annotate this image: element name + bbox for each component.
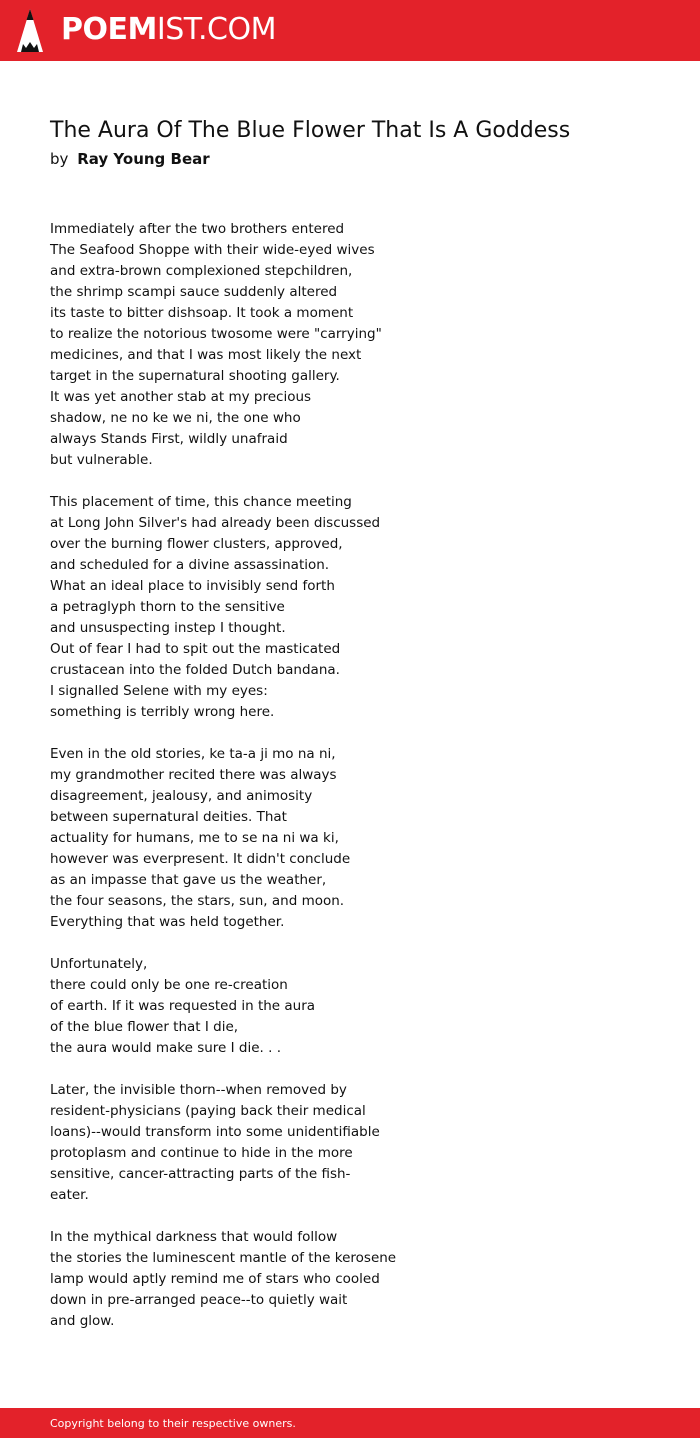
- site-footer: [0, 1408, 700, 1438]
- poem-line: and glow.: [50, 1313, 115, 1329]
- poem-line: Out of fear I had to spit out the masticated: [50, 641, 341, 657]
- poem-line: at Long John Silver's had already been discussed: [50, 515, 381, 531]
- poem-line: lamp would aptly remind me of stars who cooled: [50, 1271, 380, 1287]
- poem-line: my grandmother recited there was always: [50, 767, 337, 783]
- poem-title: The Aura Of The Blue Flower That Is A Goddess: [50, 118, 571, 143]
- poem-stanza: [50, 219, 650, 471]
- poem-line: the aura would make sure I die. . .: [50, 1040, 282, 1056]
- poem-line: down in pre-arranged peace--to quietly wait: [50, 1292, 348, 1308]
- poem-line: loans)--would transform into some unidentifiable: [50, 1124, 380, 1140]
- poem-stanza: [50, 1080, 650, 1206]
- byline: [50, 149, 210, 169]
- poem-line: as an impasse that gave us the weather,: [50, 872, 327, 888]
- poem-line: its taste to bitter dishsoap. It took a moment: [50, 305, 354, 321]
- poem-line: however was everpresent. It didn't conclude: [50, 851, 351, 867]
- poem-line: crustacean into the folded Dutch bandana.: [50, 662, 340, 678]
- poem-line: a petraglyph thorn to the sensitive: [50, 599, 285, 615]
- poem-line: of earth. If it was requested in the aura: [50, 998, 316, 1014]
- poem-line: between supernatural deities. That: [50, 809, 287, 825]
- logo-light-text: IST.COM: [156, 12, 276, 47]
- poem-stanza: [50, 744, 650, 933]
- poem-line: and extra-brown complexioned stepchildren,: [50, 263, 353, 279]
- poem-line: It was yet another stab at my precious: [50, 389, 312, 405]
- poem-line: Immediately after the two brothers entered: [50, 221, 345, 237]
- poem-line: actuality for humans, me to se na ni wa ki,: [50, 830, 339, 846]
- poem-line: and unsuspecting instep I thought.: [50, 620, 286, 636]
- poem-line: Even in the old stories, ke ta-a ji mo na ni,: [50, 746, 336, 762]
- poem-line: something is terribly wrong here.: [50, 704, 275, 720]
- poem-line: The Seafood Shoppe with their wide-eyed wives: [50, 242, 375, 258]
- pencil-icon[interactable]: [17, 9, 43, 52]
- poem-line: always Stands First, wildly unafraid: [50, 431, 288, 447]
- site-header: [0, 0, 700, 61]
- by-label: by: [50, 150, 69, 168]
- poem-line: protoplasm and continue to hide in the more: [50, 1145, 353, 1161]
- poem-line: to realize the notorious twosome were "carrying": [50, 326, 382, 342]
- poem-line: the stories the luminescent mantle of the kerosene: [50, 1250, 397, 1266]
- poem-line: of the blue flower that I die,: [50, 1019, 239, 1035]
- poem-line: medicines, and that I was most likely the next: [50, 347, 362, 363]
- copyright-text: Copyright belong to their respective owners.: [50, 1417, 296, 1430]
- poem-line: In the mythical darkness that would follow: [50, 1229, 338, 1245]
- poem-line: What an ideal place to invisibly send forth: [50, 578, 335, 594]
- poem-line: eater.: [50, 1187, 89, 1203]
- author-name[interactable]: Ray Young Bear: [77, 150, 210, 168]
- poem-line: shadow, ne no ke we ni, the one who: [50, 410, 301, 426]
- poem-line: sensitive, cancer-attracting parts of the fish-: [50, 1166, 351, 1182]
- poem-line: resident-physicians (paying back their medical: [50, 1103, 366, 1119]
- poem-line: over the burning flower clusters, approved,: [50, 536, 343, 552]
- poem-line: Everything that was held together.: [50, 914, 285, 930]
- poem-stanza: [50, 954, 650, 1059]
- poem-line: Unfortunately,: [50, 956, 148, 972]
- logo-bold-text: POEM: [61, 12, 157, 47]
- poem-body: [50, 219, 650, 1353]
- poem-line: there could only be one re-creation: [50, 977, 288, 993]
- poem-line: target in the supernatural shooting gallery.: [50, 368, 340, 384]
- poem-line: disagreement, jealousy, and animosity: [50, 788, 313, 804]
- site-logo[interactable]: [61, 13, 276, 47]
- poem-line: This placement of time, this chance meeting: [50, 494, 352, 510]
- poem-line: the shrimp scampi sauce suddenly altered: [50, 284, 338, 300]
- poem-line: Later, the invisible thorn--when removed by: [50, 1082, 347, 1098]
- poem-stanza: [50, 492, 650, 723]
- poem-line: but vulnerable.: [50, 452, 153, 468]
- poem-line: and scheduled for a divine assassination.: [50, 557, 330, 573]
- poem-line: I signalled Selene with my eyes:: [50, 683, 268, 699]
- poem-line: the four seasons, the stars, sun, and moon.: [50, 893, 345, 909]
- poem-stanza: [50, 1227, 650, 1332]
